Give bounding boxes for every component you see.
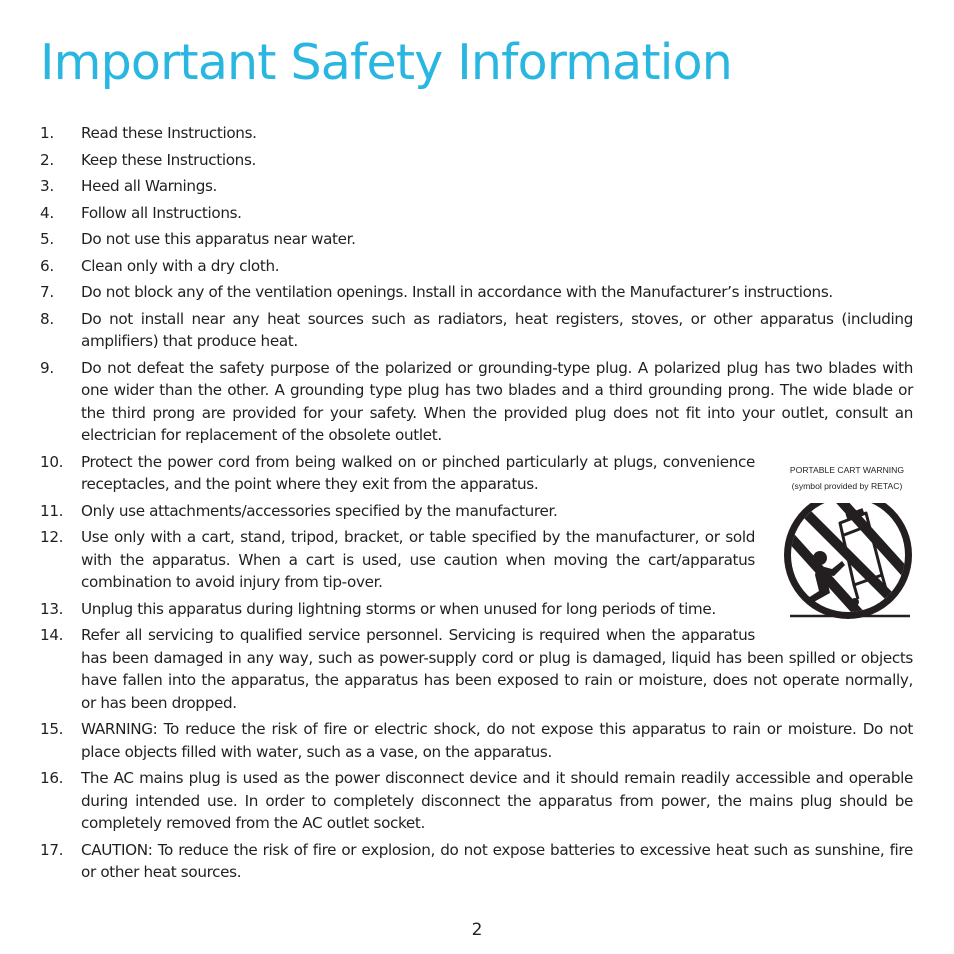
item-text: Only use attachments/accessories specified by the manufacturer.	[81, 501, 558, 520]
item-number: 13.	[40, 599, 64, 618]
item-number: 15.	[40, 720, 64, 738]
list-item	[40, 308, 913, 353]
item-text: Do not use this apparatus near water.	[81, 230, 356, 248]
item-text: Heed all Warnings.	[81, 177, 218, 195]
item-number: 2.	[40, 150, 54, 169]
item-text: Unplug this apparatus during lightning storms or when unused for long periods of time.	[81, 599, 716, 618]
list-item	[40, 228, 913, 251]
cart-warning-credit: (symbol provided by RETAC)	[791, 481, 903, 491]
item-text: Use only with a cart, stand, tripod, bracket, or table specified by the manufacturer, or sold with the apparatus. When a cart is used, use caution when moving the cart/apparatus combination to avoid injury from tip-over.	[81, 528, 755, 591]
list-item	[40, 357, 913, 447]
item-text: Do not defeat the safety purpose of the polarized or grounding-type plug. A polarized plug has two blades with one wider than the other. A grounding type plug has two blades and a third grounding prong. The wide blade or the third prong are provided for your safety. When the provided plug does not fit into your outlet, consult an electrician for replacement of the obsolete outlet.	[81, 358, 913, 444]
item-text: The AC mains plug is used as the power disconnect device and it should remain readily accessible and operable during intended use. In order to completely disconnect the apparatus from power, the mains plug should be completely removed from the AC outlet socket.	[81, 769, 913, 832]
item-text: Keep these Instructions.	[81, 150, 256, 169]
list-item	[40, 122, 913, 145]
item-number: 6.	[40, 256, 54, 275]
list-item	[40, 175, 913, 198]
item-text: CAUTION: To reduce the risk of fire or explosion, do not expose batteries to excessive heat such as sunshine, fire or other heat sources.	[81, 840, 913, 881]
item-text: Refer all servicing to qualified service personnel. Servicing is required when the apparatus has been damaged in any way, such as power-supply cord or plug is damaged, liquid has been spilled or objects have fallen into the apparatus, the apparatus has been exposed to rain or moisture, does not operate normally, or has been dropped.	[81, 626, 913, 712]
list-item	[40, 255, 913, 278]
item-number: 5.	[40, 230, 54, 248]
item-text: Do not install near any heat sources such as radiators, heat registers, stoves, or other apparatus (including amplifiers) that produce heat.	[81, 309, 913, 350]
page-title: Important Safety Information	[40, 34, 733, 91]
portable-cart-warning-icon	[782, 503, 914, 619]
item-number: 8.	[40, 309, 54, 328]
item-number: 1.	[40, 124, 54, 142]
item-number: 12.	[40, 528, 64, 546]
item-text: WARNING: To reduce the risk of fire or electric shock, do not expose this apparatus to rain or moisture. Do not place objects filled with water, such as a vase, on the apparatus.	[81, 720, 913, 761]
list-item	[40, 281, 913, 304]
list-item	[40, 624, 913, 714]
item-number: 16.	[40, 769, 64, 787]
item-text: Follow all Instructions.	[81, 203, 242, 222]
item-text: Read these Instructions.	[81, 124, 257, 142]
list-item	[40, 767, 913, 835]
item-number: 14.	[40, 626, 64, 644]
cart-warning-caption: PORTABLE CART WARNING	[789, 465, 905, 475]
item-number: 7.	[40, 283, 54, 301]
item-number: 11.	[40, 501, 64, 520]
item-number: 3.	[40, 177, 54, 195]
list-item	[40, 149, 913, 172]
item-number: 4.	[40, 203, 54, 222]
list-item	[40, 202, 913, 225]
item-text: Do not block any of the ventilation openings. Install in accordance with the Manufacturer’s instructions.	[81, 283, 833, 301]
list-item	[40, 839, 913, 884]
item-number: 17.	[40, 840, 64, 859]
item-text: Protect the power cord from being walked on or pinched particularly at plugs, convenience receptacles, and the point where they exit from the apparatus.	[81, 452, 755, 493]
page-number: 2	[471, 920, 483, 940]
item-number: 9.	[40, 358, 54, 377]
item-text: Clean only with a dry cloth.	[81, 256, 280, 275]
portable-cart-warning	[772, 462, 922, 494]
item-number: 10.	[40, 452, 64, 471]
list-item	[40, 718, 913, 763]
